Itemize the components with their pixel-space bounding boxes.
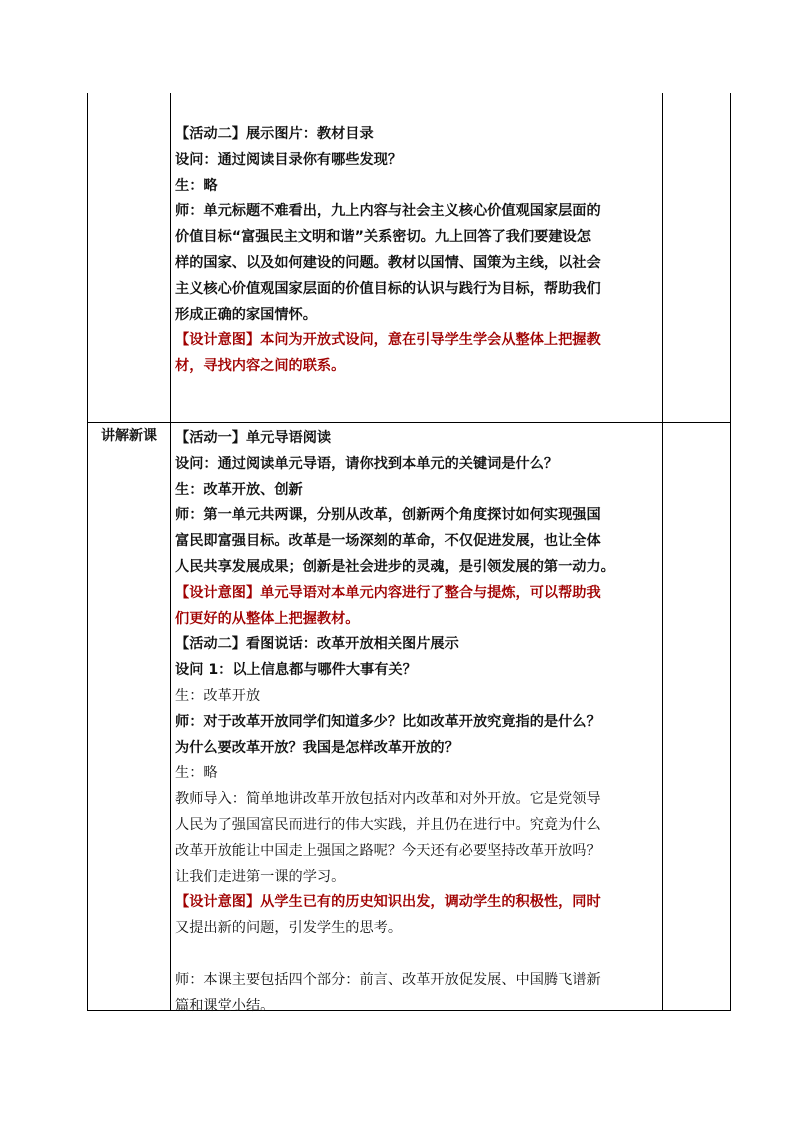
- blank-line: [175, 942, 659, 968]
- table-row-divider: [87, 422, 731, 423]
- text-line: 设问：通过阅读单元导语，请你找到本单元的关键词是什么？: [175, 455, 559, 472]
- text-line: 【设计意图】本问为开放式设问，意在引导学生学会从整体上把握教: [175, 332, 601, 349]
- text-line: 设问：通过阅读目录你有哪些发现？: [175, 151, 403, 168]
- text-line: 【设计意图】单元导语对本单元内容进行了整合与提炼，可以帮助我: [175, 584, 601, 601]
- table-right-border: [730, 93, 731, 1011]
- text-line: 又提出新的问题，引发学生的思考。: [175, 920, 403, 937]
- text-line: 样的国家、以及如何建设的问题。教材以国情、国策为主线，以社会: [175, 254, 601, 271]
- text-line: 为什么要改革开放？我国是怎样改革开放的？: [175, 739, 459, 756]
- text-line: 们更好的从整体上把握教材。: [175, 610, 360, 627]
- text-line: 师：单元标题不难看出，九上内容与社会主义核心价值观国家层面的: [175, 203, 601, 220]
- text-line: 价值目标“富强民主文明和谐”关系密切。九上回答了我们要建设怎: [175, 229, 591, 246]
- text-line: 【活动一】单元导语阅读: [175, 430, 332, 446]
- text-line: 【设计意图】从学生已有的历史知识出发，调动学生的积极性，同时: [175, 894, 601, 911]
- table-column-divider-2: [662, 93, 663, 1011]
- text-line: 生：改革开放: [175, 687, 261, 704]
- table-left-border: [87, 93, 88, 1011]
- text-line: 主义核心价值观国家层面的价值目标的认识与践行为目标，帮助我们: [175, 280, 601, 297]
- text-line: 材，寻找内容之间的联系。: [175, 358, 346, 375]
- text-line: 教师导入：简单地讲改革开放包括对内改革和对外开放。它是党领导: [175, 791, 601, 808]
- text-line: 师：对于改革开放同学们知道多少？比如改革开放究竟指的是什么？: [175, 713, 601, 730]
- text-line: 让我们走进第一课的学习。: [175, 868, 346, 885]
- text-line: 形成正确的家国情怀。: [175, 306, 317, 323]
- text-line: 师：第一单元共两课，分别从改革，创新两个角度探讨如何实现强国: [175, 507, 601, 524]
- text-line: 【活动二】看图说话：改革开放相关图片展示: [175, 636, 459, 653]
- text-line: 设问 1：以上信息都与哪件大事有关？: [175, 662, 417, 679]
- text-line: 人民共享发展成果；创新是社会进步的灵魂，是引领发展的第一动力。: [175, 558, 615, 575]
- row-label-lecture: 讲解新课: [101, 428, 157, 444]
- text-line: 生：略: [175, 177, 218, 194]
- text-line: 生：改革开放、创新: [175, 481, 303, 498]
- activity-cell-main: [175, 426, 659, 1019]
- text-line: 人民为了强国富民而进行的伟大实践，并且仍在进行中。究竟为什么: [175, 816, 601, 833]
- text-line: 生：略: [175, 765, 218, 782]
- table-column-divider-1: [170, 93, 171, 1011]
- text-line: 【活动二】展示图片：教材目录: [175, 126, 374, 142]
- activity-cell-top: [175, 122, 659, 380]
- text-line: 篇和课堂小结。: [175, 997, 275, 1014]
- text-line: 富民即富强目标。改革是一场深刻的革命，不仅促进发展，也让全体: [175, 533, 601, 550]
- text-line: 改革开放能让中国走上强国之路呢？今天还有必要坚持改革开放吗？: [175, 842, 601, 859]
- text-line: 师：本课主要包括四个部分：前言、改革开放促发展、中国腾飞谱新: [175, 971, 601, 988]
